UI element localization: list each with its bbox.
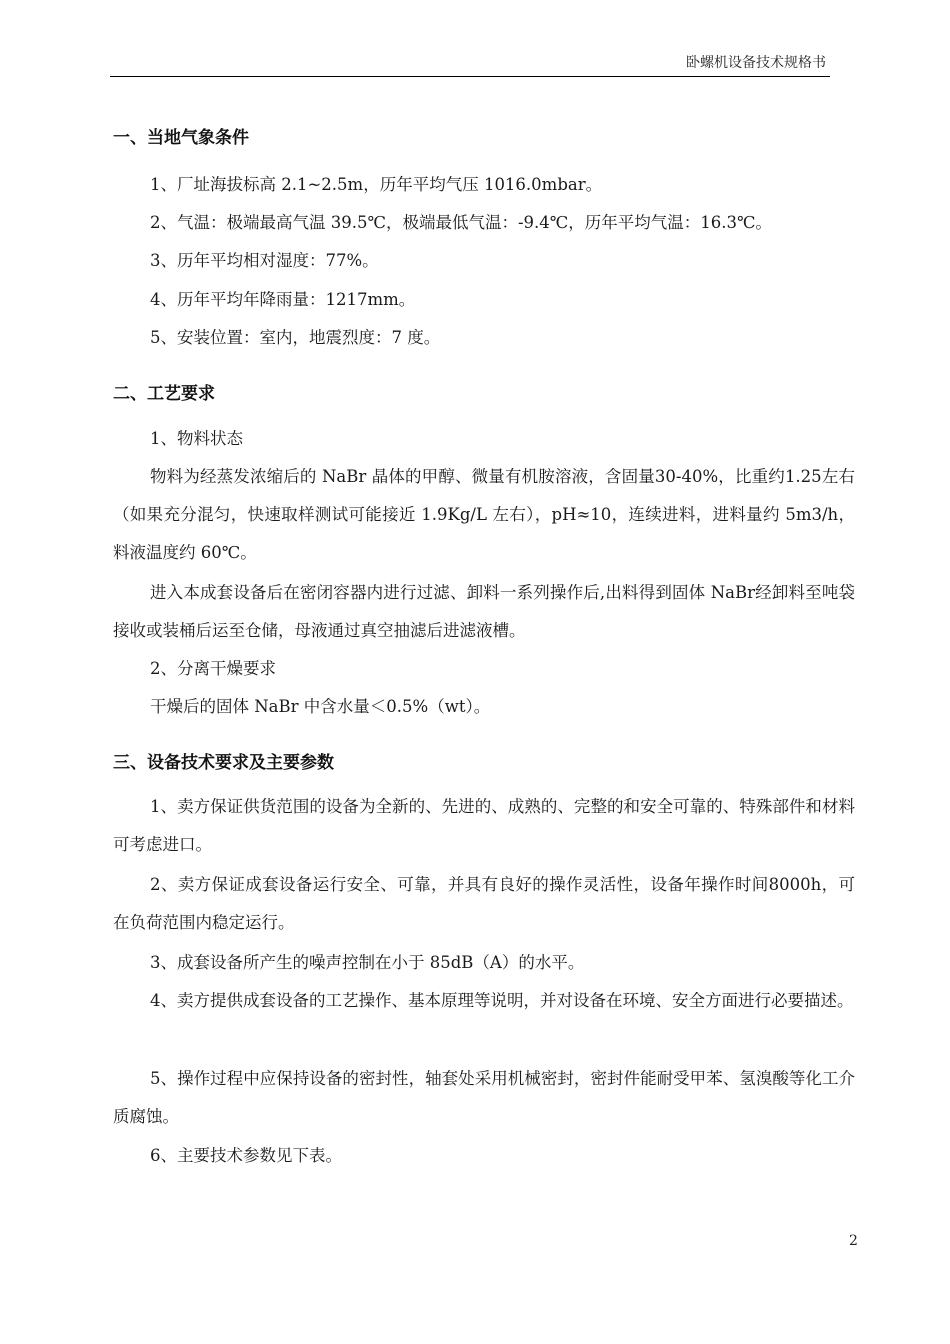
paragraph: 5、操作过程中应保持设备的密封性，轴套处采用机械密封，密封件能耐受甲苯、氢溴酸等化工介质腐蚀。: [113, 1069, 855, 1126]
paragraph: 2、分离干燥要求: [150, 659, 276, 678]
paragraph: 1、物料状态: [150, 429, 243, 448]
paragraph: 1、厂址海拔标高 2.1~2.5m，历年平均气压 1016.0mbar。: [150, 175, 603, 194]
header-title: 卧螺机设备技术规格书: [686, 55, 826, 71]
page-header: [110, 48, 830, 77]
paragraph: 3、历年平均相对湿度：77%。: [150, 251, 379, 270]
section-heading-equipment: 三、设备技术要求及主要参数: [113, 753, 334, 773]
paragraph: 2、气温：极端最高气温 39.5℃，极端最低气温：-9.4℃，历年平均气温：16.3℃。: [150, 213, 772, 232]
paragraph: 2、卖方保证成套设备运行安全、可靠，并具有良好的操作灵活性，设备年操作时间8000h，可在负荷范围内稳定运行。: [113, 875, 855, 932]
section-heading-weather: 一、当地气象条件: [113, 128, 249, 148]
paragraph: 物料为经蒸发浓缩后的 NaBr 晶体的甲醇、微量有机胺溶液，含固量30-40%，比重约1.25左右（如果充分混匀，快速取样测试可能接近 1.9Kg/L 左右），pH≈10，连续进料，进料量约 5m3/h，料液温度约 60℃。: [113, 467, 855, 562]
page-number: 2: [849, 1233, 858, 1249]
paragraph: 6、主要技术参数见下表。: [150, 1146, 342, 1165]
paragraph: 4、卖方提供成套设备的工艺操作、基本原理等说明，并对设备在环境、安全方面进行必要描述。: [150, 991, 854, 1010]
paragraph: 3、成套设备所产生的噪声控制在小于 85dB（A）的水平。: [150, 953, 585, 972]
paragraph: 进入本成套设备后在密闭容器内进行过滤、卸料一系列操作后,出料得到固体 NaBr经卸料至吨袋接收或装桶后运至仓储，母液通过真空抽滤后进滤液槽。: [113, 583, 855, 640]
paragraph: 1、卖方保证供货范围的设备为全新的、先进的、成熟的、完整的和安全可靠的、特殊部件和材料可考虑进口。: [113, 797, 855, 854]
paragraph: 4、历年平均年降雨量：1217mm。: [150, 290, 416, 309]
paragraph: 干燥后的固体 NaBr 中含水量＜0.5%（wt）。: [150, 697, 491, 716]
section-heading-process: 二、工艺要求: [113, 384, 215, 404]
paragraph: 5、安装位置：室内，地震烈度：7 度。: [150, 328, 441, 347]
